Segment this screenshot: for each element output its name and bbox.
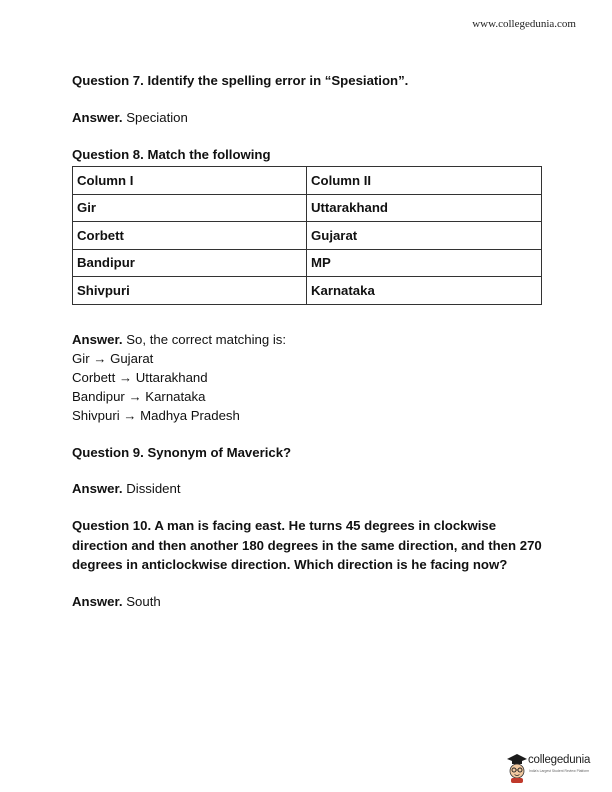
- table-cell: Uttarakhand: [307, 194, 542, 222]
- answer-text: So, the correct matching is:: [122, 331, 287, 347]
- table-cell: MP: [307, 249, 542, 277]
- document-body: [72, 71, 542, 611]
- match-table: [72, 166, 542, 305]
- table-cell: Gir: [73, 194, 307, 222]
- match-line: Bandipur → Karnataka: [72, 388, 206, 404]
- table-cell: Gujarat: [307, 222, 542, 250]
- answer-label: Answer.: [72, 593, 123, 609]
- answer-10: [72, 592, 542, 611]
- question-8: Question 8. Match the following: [72, 146, 271, 162]
- table-row: [73, 222, 542, 250]
- table-row: [73, 277, 542, 305]
- question-7: Question 7. Identify the spelling error in “Spesiation”.: [72, 73, 409, 88]
- table-header-cell: Column I: [73, 167, 307, 195]
- answer-9: [72, 479, 542, 498]
- site-url[interactable]: www.collegedunia.com: [472, 18, 576, 30]
- answer-text: South: [122, 593, 161, 609]
- match-line: Shivpuri → Madhya Pradesh: [72, 407, 240, 423]
- table-cell: Corbett: [73, 222, 307, 250]
- table-cell: Karnataka: [307, 277, 542, 305]
- answer-label: Answer.: [72, 109, 123, 125]
- table-row: [73, 249, 542, 277]
- logo-text: collegedunia: [528, 754, 591, 766]
- table-cell: Shivpuri: [73, 277, 307, 305]
- match-line: Corbett → Uttarakhand: [72, 369, 208, 385]
- answer-label: Answer.: [72, 331, 123, 347]
- mascot-icon: [506, 752, 528, 784]
- table-cell: Bandipur: [73, 249, 307, 277]
- answer-8: [72, 330, 542, 349]
- table-row: [73, 194, 542, 222]
- collegedunia-logo: [506, 750, 606, 784]
- answer-text: Dissident: [122, 481, 181, 496]
- question-10: Question 10. A man is facing east. He turns 45 degrees in clockwise direction and then another 180 degrees in the same direction, and then 270 degrees in anticlockwise direction. Which direction is he facing now?: [72, 518, 542, 572]
- answer-text: Speciation: [122, 109, 188, 125]
- match-line: Gir → Gujarat: [72, 350, 154, 366]
- table-header-row: [73, 167, 542, 195]
- answer-label: Answer.: [72, 481, 123, 496]
- table-header-cell: Column II: [307, 167, 542, 195]
- logo-tagline: India's Largest Student Review Platform: [529, 769, 590, 773]
- answer-7: [72, 108, 542, 127]
- question-9: Question 9. Synonym of Maverick?: [72, 444, 292, 460]
